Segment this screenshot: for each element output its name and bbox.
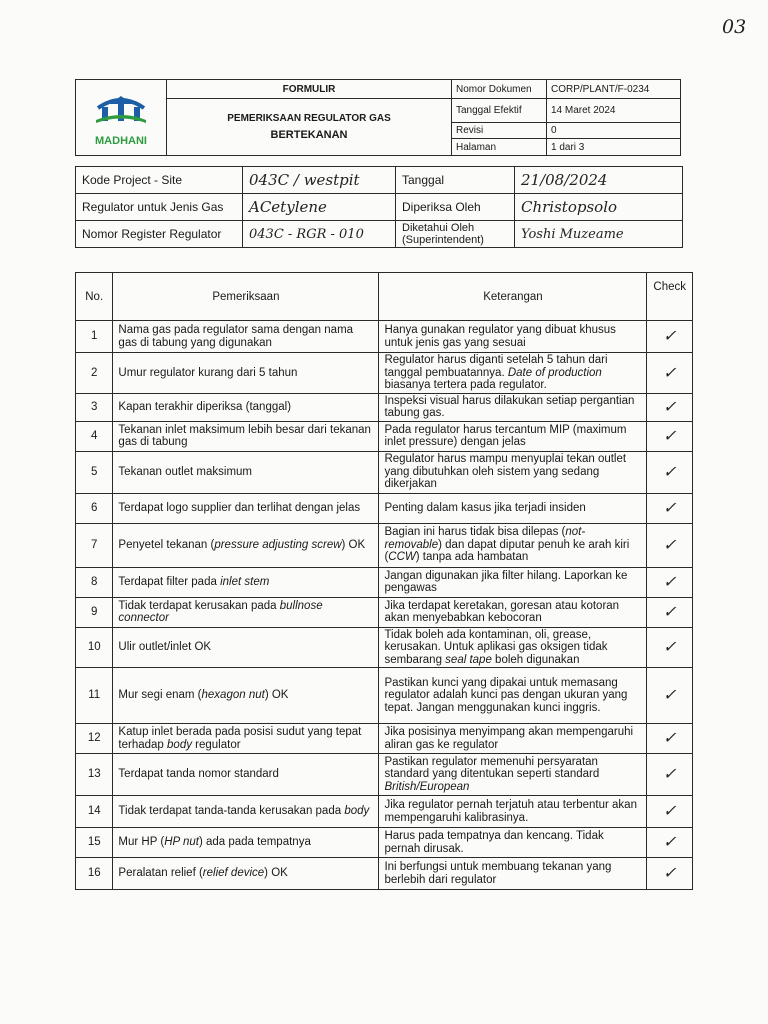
keterangan-italic: not-removable xyxy=(384,526,586,551)
form-title-line2: BERTEKANAN xyxy=(270,129,348,141)
pemeriksaan-italic: relief device xyxy=(202,867,265,880)
check-mark: ✓ xyxy=(647,828,693,858)
diketahui-label xyxy=(396,221,515,248)
kode-project-label: Kode Project - Site xyxy=(76,167,243,194)
check-mark: ✓ xyxy=(647,321,693,353)
header-pemeriksaan: Pemeriksaan xyxy=(113,273,379,321)
check-mark: ✓ xyxy=(647,724,693,754)
diperiksa-signature: Christopsolo xyxy=(515,194,683,221)
row-pemeriksaan: Tekanan inlet maksimum lebih besar dari tekanan gas di tabung xyxy=(113,421,379,451)
row-pemeriksaan: Ulir outlet/inlet OK xyxy=(113,627,379,668)
form-title xyxy=(167,99,452,156)
pemeriksaan-text: ) OK xyxy=(264,867,288,880)
table-row xyxy=(76,858,693,890)
page-number: 03 xyxy=(722,16,747,38)
tanggal-label: Tanggal xyxy=(396,167,515,194)
meta-value: 0 xyxy=(547,122,681,139)
row-keterangan: Inspeksi visual harus dilakukan setiap pergantian tabung gas. xyxy=(379,393,647,421)
document-header xyxy=(75,79,681,156)
row-no: 3 xyxy=(76,393,113,421)
check-mark: ✓ xyxy=(647,668,693,724)
pemeriksaan-italic: body xyxy=(167,738,192,751)
row-keterangan xyxy=(379,353,647,394)
table-row xyxy=(76,393,693,421)
row-keterangan: Ini berfungsi untuk membuang tekanan yang berlebih dari regulator xyxy=(379,858,647,890)
check-mark: ✓ xyxy=(647,858,693,890)
row-pemeriksaan: Terdapat logo supplier dan terlihat dengan jelas xyxy=(113,493,379,523)
tanggal-value: 21/08/2024 xyxy=(515,167,683,194)
row-no: 5 xyxy=(76,451,113,493)
table-row xyxy=(76,421,693,451)
row-pemeriksaan xyxy=(113,523,379,567)
keterangan-text: biasanya tertera pada regulator. xyxy=(384,379,547,391)
check-mark: ✓ xyxy=(647,493,693,523)
check-mark: ✓ xyxy=(647,523,693,567)
nomor-register-label: Nomor Register Regulator xyxy=(76,221,243,248)
row-no: 4 xyxy=(76,421,113,451)
keterangan-text: Bagian ini harus tidak bisa dilepas ( xyxy=(384,526,566,539)
header-no: No. xyxy=(76,273,113,321)
row-no: 14 xyxy=(76,796,113,828)
diketahui-label-line1: Diketahui Oleh xyxy=(402,222,475,234)
pemeriksaan-text: Penyetel tekanan ( xyxy=(118,538,215,551)
pemeriksaan-text: Mur HP ( xyxy=(118,836,165,849)
pemeriksaan-italic: pressure adjusting screw xyxy=(214,538,342,551)
meta-label: Nomor Dokumen xyxy=(452,80,547,99)
meta-label: Halaman xyxy=(452,139,547,156)
row-keterangan: Pada regulator harus tercantum MIP (maximum inlet pressure) dengan jelas xyxy=(379,421,647,451)
pemeriksaan-italic: hexagon nut xyxy=(201,689,265,702)
row-keterangan: Jika terdapat keretakan, goresan atau kotoran akan menyebabkan kebocoran xyxy=(379,597,647,627)
check-mark: ✓ xyxy=(647,796,693,828)
diketahui-signature: Yoshi Muzeame xyxy=(515,221,683,248)
form-type: FORMULIR xyxy=(167,80,452,99)
diketahui-label-line2: (Superintendent) xyxy=(402,234,484,246)
pemeriksaan-italic: bullnose connector xyxy=(118,599,323,624)
kode-project-value: 043C / westpit xyxy=(243,167,396,194)
madhani-logo-icon xyxy=(88,88,154,136)
row-pemeriksaan xyxy=(113,567,379,597)
row-pemeriksaan xyxy=(113,828,379,858)
checklist-table xyxy=(75,272,693,890)
row-no: 6 xyxy=(76,493,113,523)
nomor-register-value: 043C - RGR - 010 xyxy=(243,221,396,248)
diperiksa-label: Diperiksa Oleh xyxy=(396,194,515,221)
keterangan-italic: CCW xyxy=(388,551,416,564)
keterangan-italic: Date of production xyxy=(507,366,602,379)
row-keterangan: Jangan digunakan jika filter hilang. Laporkan ke pengawas xyxy=(379,567,647,597)
form-title-line1: PEMERIKSAAN REGULATOR GAS xyxy=(227,113,391,124)
row-no: 16 xyxy=(76,858,113,890)
table-row xyxy=(76,627,693,668)
row-no: 8 xyxy=(76,567,113,597)
pemeriksaan-text: ) OK xyxy=(264,689,289,702)
regulator-gas-value: ACetylene xyxy=(243,194,396,221)
row-pemeriksaan xyxy=(113,668,379,724)
pemeriksaan-italic: HP nut xyxy=(164,836,199,849)
header-check: Check xyxy=(647,273,693,321)
row-pemeriksaan: Terdapat tanda nomor standard xyxy=(113,754,379,796)
pemeriksaan-text: Peralatan relief ( xyxy=(118,867,203,880)
row-no: 13 xyxy=(76,754,113,796)
table-row xyxy=(76,353,693,394)
keterangan-text: ) dan dapat diputar penuh ke arah kiri ( xyxy=(384,538,630,564)
row-pemeriksaan xyxy=(113,796,379,828)
check-mark: ✓ xyxy=(647,451,693,493)
pemeriksaan-italic: body xyxy=(344,805,370,818)
meta-label: Revisi xyxy=(452,122,547,139)
pemeriksaan-text: Terdapat filter pada xyxy=(118,575,221,588)
keterangan-italic: British/European xyxy=(384,780,470,793)
pemeriksaan-italic: inlet stem xyxy=(220,575,270,588)
pemeriksaan-text: Tidak terdapat tanda-tanda kerusakan pada xyxy=(118,805,345,818)
row-keterangan xyxy=(379,523,647,567)
meta-value: CORP/PLANT/F-0234 xyxy=(547,80,681,99)
row-no: 15 xyxy=(76,828,113,858)
row-keterangan: Penting dalam kasus jika terjadi insiden xyxy=(379,493,647,523)
row-no: 11 xyxy=(76,668,113,724)
check-mark: ✓ xyxy=(647,627,693,668)
pemeriksaan-text: ) OK xyxy=(341,538,366,551)
keterangan-text: ) tanpa ada hambatan xyxy=(415,551,529,564)
meta-label: Tanggal Efektif xyxy=(452,99,547,123)
check-mark: ✓ xyxy=(647,597,693,627)
row-no: 12 xyxy=(76,724,113,754)
check-mark: ✓ xyxy=(647,567,693,597)
info-table xyxy=(75,166,683,248)
table-row xyxy=(76,451,693,493)
row-pemeriksaan xyxy=(113,858,379,890)
row-keterangan xyxy=(379,754,647,796)
table-row xyxy=(76,796,693,828)
keterangan-text: Regulator harus diganti setelah 5 tahun dari tanggal pembuatannya. xyxy=(384,354,608,379)
row-no: 10 xyxy=(76,627,113,668)
pemeriksaan-text: Tidak terdapat kerusakan pada xyxy=(118,599,280,612)
table-row xyxy=(76,828,693,858)
row-no: 7 xyxy=(76,523,113,567)
row-keterangan: Hanya gunakan regulator yang dibuat khusus untuk jenis gas yang sesuai xyxy=(379,321,647,353)
row-keterangan: Pastikan kunci yang dipakai untuk memasang regulator adalah kunci pas dengan ukuran yang tepat. Jangan menggunakan kunci inggris. xyxy=(379,668,647,724)
row-pemeriksaan: Umur regulator kurang dari 5 tahun xyxy=(113,353,379,394)
header-keterangan: Keterangan xyxy=(379,273,647,321)
table-row xyxy=(76,493,693,523)
regulator-gas-label: Regulator untuk Jenis Gas xyxy=(76,194,243,221)
table-row xyxy=(76,724,693,754)
table-row xyxy=(76,321,693,353)
company-logo xyxy=(76,80,167,156)
row-keterangan xyxy=(379,627,647,668)
row-pemeriksaan: Nama gas pada regulator sama dengan nama gas di tabung yang digunakan xyxy=(113,321,379,353)
pemeriksaan-text: regulator xyxy=(191,738,241,751)
table-row xyxy=(76,754,693,796)
table-row xyxy=(76,523,693,567)
row-pemeriksaan: Tekanan outlet maksimum xyxy=(113,451,379,493)
row-pemeriksaan xyxy=(113,597,379,627)
pemeriksaan-text: ) ada pada tempatnya xyxy=(198,836,311,849)
check-mark: ✓ xyxy=(647,393,693,421)
keterangan-text: Pastikan regulator memenuhi persyaratan standard yang ditentukan seperti standard xyxy=(384,755,600,781)
company-name: MADHANI xyxy=(95,135,147,147)
meta-value: 1 dari 3 xyxy=(547,139,681,156)
row-keterangan: Jika regulator pernah terjatuh atau terbentur akan mempengaruhi kalibrasinya. xyxy=(379,796,647,828)
row-pemeriksaan xyxy=(113,724,379,754)
row-keterangan: Regulator harus mampu menyuplai tekan outlet yang dibutuhkan oleh sistem yang sedang dikerjakan xyxy=(379,451,647,493)
check-mark: ✓ xyxy=(647,754,693,796)
row-no: 2 xyxy=(76,353,113,394)
pemeriksaan-text: Katup inlet berada pada posisi sudut yang tepat terhadap xyxy=(118,726,362,751)
row-no: 1 xyxy=(76,321,113,353)
table-row xyxy=(76,567,693,597)
row-keterangan: Harus pada tempatnya dan kencang. Tidak pernah dirusak. xyxy=(379,828,647,858)
keterangan-text: boleh digunakan xyxy=(491,653,580,666)
row-pemeriksaan: Kapan terakhir diperiksa (tanggal) xyxy=(113,393,379,421)
meta-value: 14 Maret 2024 xyxy=(547,99,681,123)
check-mark: ✓ xyxy=(647,421,693,451)
keterangan-italic: seal tape xyxy=(445,653,492,666)
table-row xyxy=(76,597,693,627)
row-no: 9 xyxy=(76,597,113,627)
pemeriksaan-text: Mur segi enam ( xyxy=(118,689,202,702)
check-mark: ✓ xyxy=(647,353,693,394)
keterangan-text: Tidak boleh ada kontaminan, oli, grease, kerusakan. Untuk aplikasi gas oksigen tidak sembarang xyxy=(384,628,608,666)
table-row xyxy=(76,668,693,724)
row-keterangan: Jika posisinya menyimpang akan mempengaruhi aliran gas ke regulator xyxy=(379,724,647,754)
